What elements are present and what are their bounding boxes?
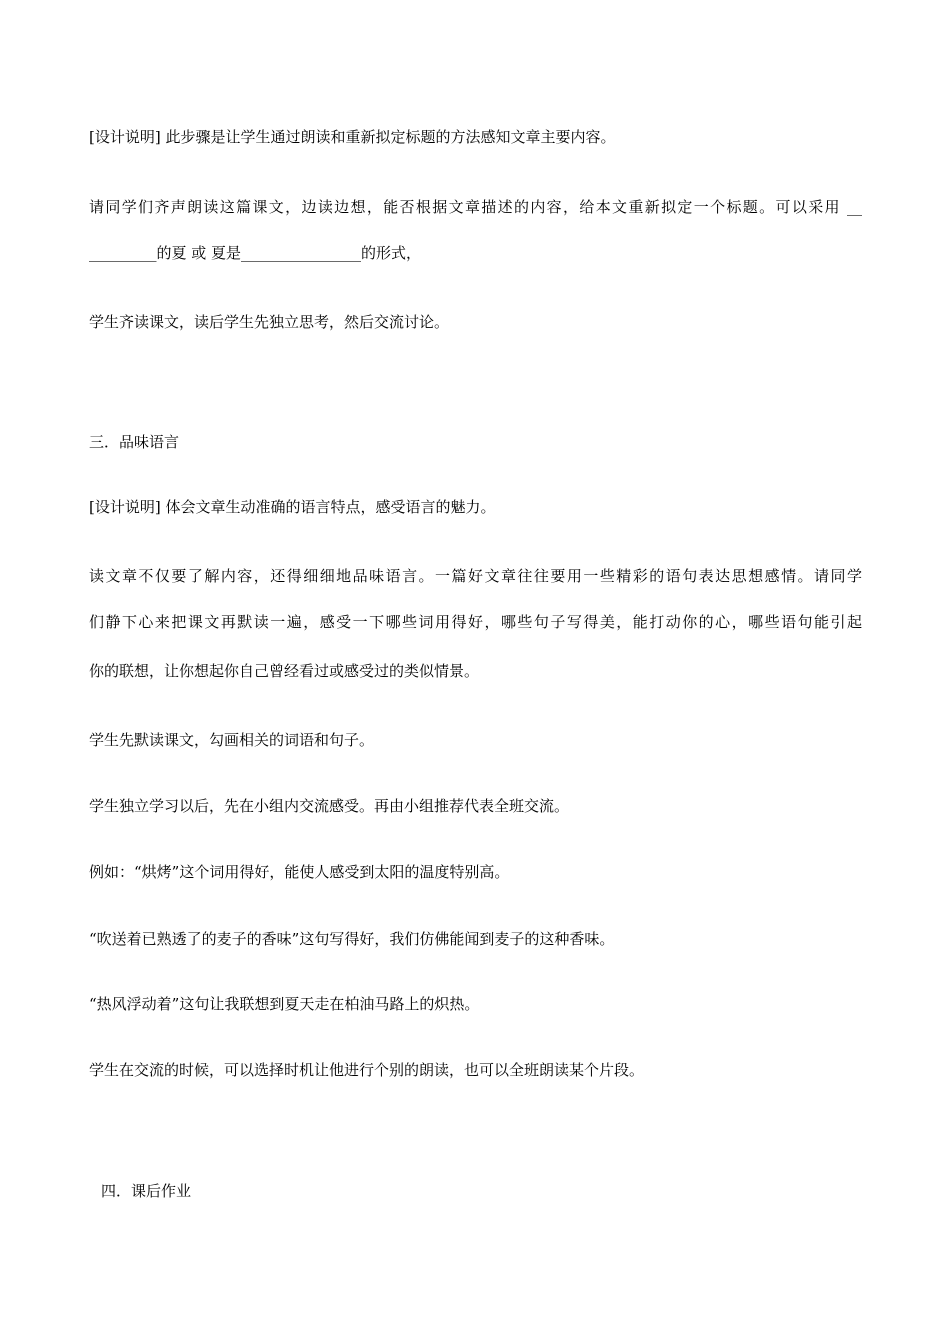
student-activity-section2: 学生齐读课文，读后学生先独立思考，然后交流讨论。 [89,313,450,331]
silent-reading-paragraph: 学生先默读课文，勾画相关的词语和句子。 [89,731,375,749]
language-paragraph-line-1: 读文章不仅要了解内容，还得细细地品味语言。一篇好文章往往要用一些精彩的语句表达思想感情。请同学 [89,567,862,585]
section3-heading: 三．品味语言 [89,433,180,451]
reading-prompt-line-1: 请同学们齐声朗读这篇课文，边读边想，能否根据文章描述的内容，给本文重新拟定一个标题。可以采用 __ [89,198,862,216]
reading-prompt-line-2: _________的夏 或 夏是________________的形式， [89,244,422,262]
design-note-section3: [设计说明] 体会文章生动准确的语言特点，感受语言的魅力。 [89,498,496,516]
example-roasting: 例如：“烘烤”这个词用得好，能使人感受到太阳的温度特别高。 [89,863,510,881]
language-paragraph-line-3: 你的联想，让你想起你自己曾经看过或感受过的类似情景。 [89,662,480,680]
group-discussion-paragraph: 学生独立学习以后，先在小组内交流感受。再由小组推荐代表全班交流。 [89,797,570,815]
language-paragraph-line-2: 们静下心来把课文再默读一遍，感受一下哪些词用得好，哪些句子写得美，能打动你的心，哪些语句能引起 [89,613,862,631]
example-hot-wind: “热风浮动着”这句让我联想到夏天走在柏油马路上的炽热。 [89,995,480,1013]
design-note-section2: [设计说明] 此步骤是让学生通过朗读和重新拟定标题的方法感知文章主要内容。 [89,128,616,146]
reading-aloud-paragraph: 学生在交流的时候，可以选择时机让他进行个别的朗读，也可以全班朗读某个片段。 [89,1061,645,1079]
example-wheat-fragrance: “吹送着已熟透了的麦子的香味”这句写得好，我们仿佛能闻到麦子的这种香味。 [89,930,615,948]
section4-heading: 四．课后作业 [101,1182,192,1200]
